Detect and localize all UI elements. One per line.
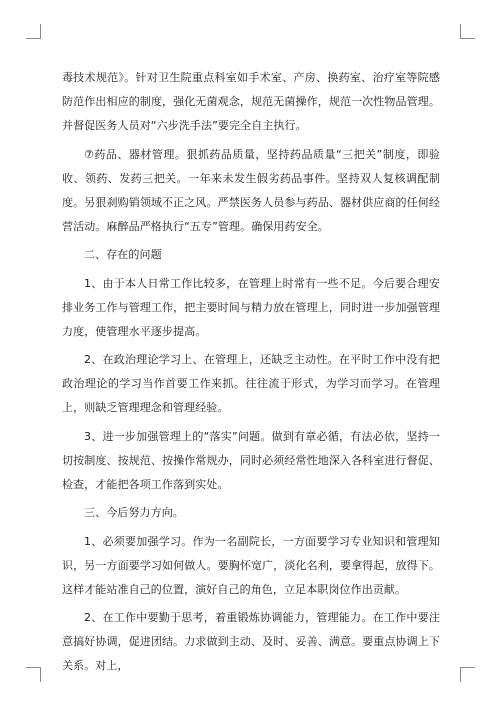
crop-mark-bottom-left [26, 667, 41, 682]
crop-mark-top-left [26, 24, 41, 39]
section-heading: 三、今后努力方向。 [84, 506, 184, 519]
document-body [62, 66, 440, 683]
crop-mark-bottom-right [460, 667, 475, 682]
crop-mark-top-right [460, 24, 475, 39]
paragraph: 2、在工作中要勤于思考，着重锻炼协调能力，管理能力。在工作中要注意搞好协调，促进团结。力求做到主动、及时、妥善、满意。要重点协调上下关系。对上， [62, 611, 440, 672]
paragraph: 2、在政治理论学习上、在管理上，还缺乏主动性。在平时工作中没有把政治理论的学习当作首要工作来抓。往往流于形式，为学习而学习。在管理上，则缺乏管理理念和管理经验。 [62, 353, 440, 414]
paragraph: 1、由于本人日常工作比较多，在管理上时常有一些不足。今后要合理安排业务工作与管理工作，把主要时间与精力放在管理上，同时进一步加强管理力度，使管理水平逐步提高。 [62, 276, 440, 338]
paragraph: 毒技术规范》。针对卫生院重点科室如手术室、产房、换药室、治疗室等院感防范作出相应的制度，强化无菌观念，规范无菌操作，规范一次性物品管理。并督促医务人员对“六步洗手法”要完全自主执行。 [62, 71, 440, 132]
paragraph: 1、必须要加强学习。作为一名副院长，一方面要学习专业知识和管理知识，另一方面要学习如何做人。要胸怀宽广，淡化名利，要拿得起，放得下。这样才能站准自己的位置，演好自己的角色，立足本职岗位作出贡献。 [62, 534, 440, 596]
paragraph: 3、进一步加强管理上的“落实”问题。做到有章必循，有法必依，坚持一切按制度、按规范、按操作常规办，同时必须经常性地深入各科室进行督促、检查，才能把各项工作落到实处。 [62, 429, 440, 491]
paragraph: ⑦药品、器材管理。狠抓药品质量，坚持药品质量“三把关”制度，即验收、领药、发药三把关。一年来未发生假劣药品事件。坚持双人复核调配制度。另狠刹购销领域不正之风。严禁医务人员参与药品、器材供应商的任何经营活动。麻醉品严格执行“五专”管理。确保用药安全。 [62, 147, 440, 233]
section-heading: 二、存在的问题 [84, 248, 162, 261]
